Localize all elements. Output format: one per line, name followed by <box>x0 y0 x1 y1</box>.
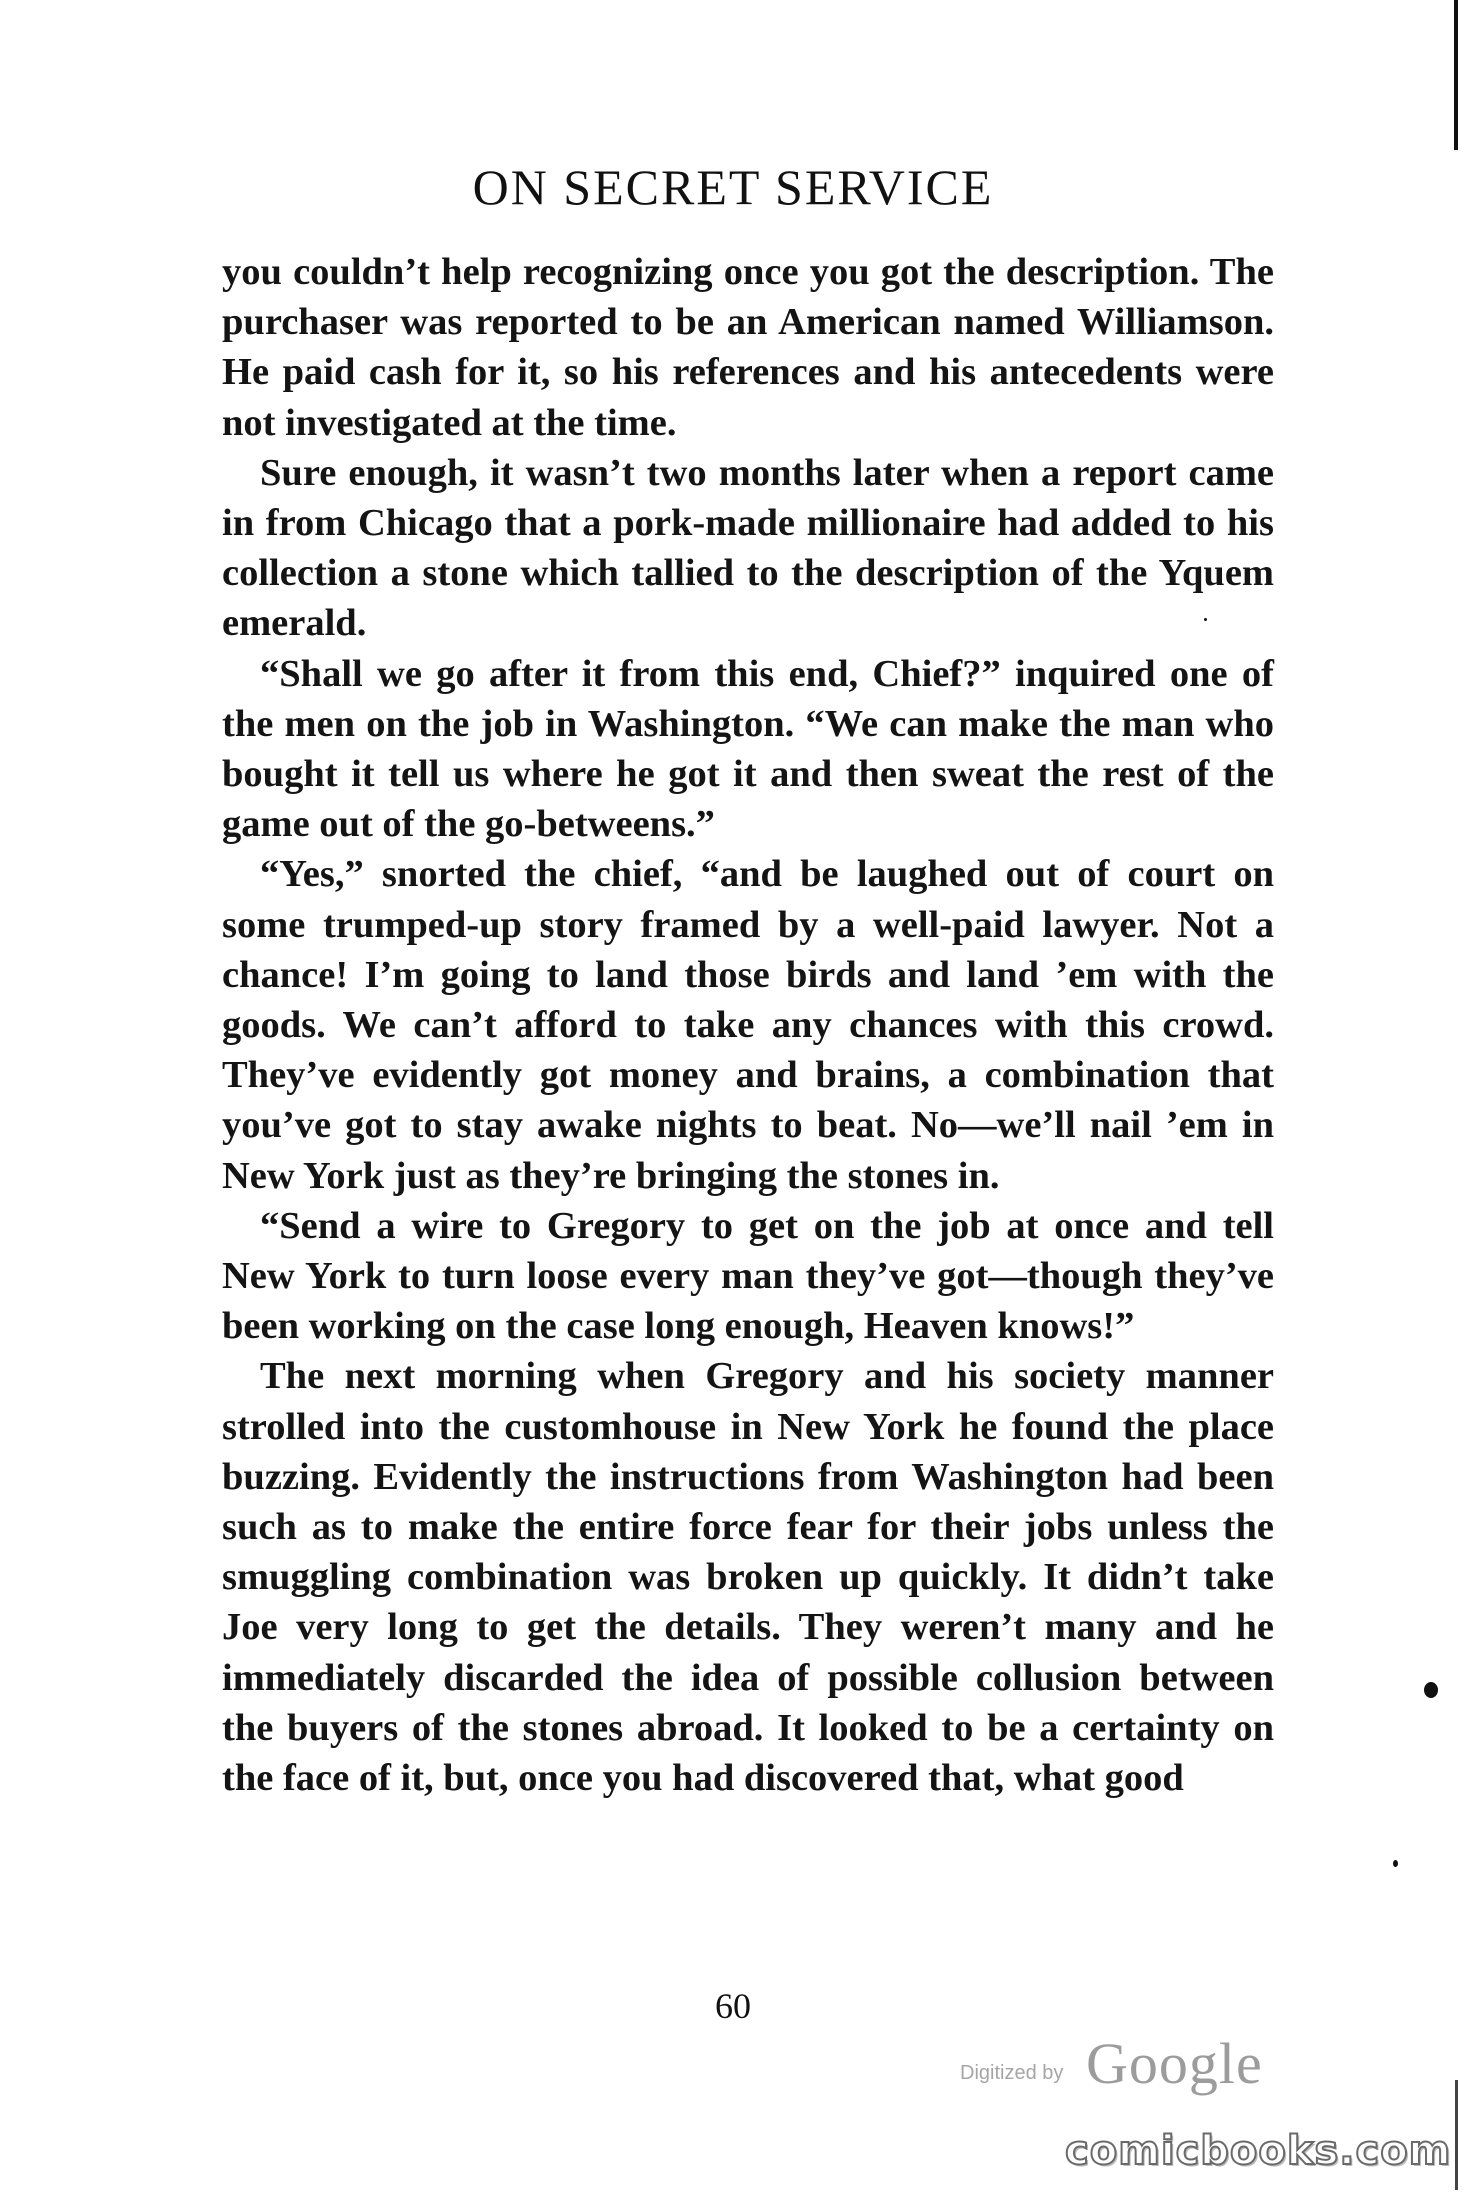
paragraph-2: Sure enough, it wasn’t two months later when a report came in from Chicago that a pork-made millionaire had added to his collection a stone which tallied to the description of the Yquem emerald. <box>222 451 1274 645</box>
paragraph-5: “Send a wire to Gregory to get on the job at once and tell New York to turn loose every man they’ve got—though they’ve been working on the case long enough, Heaven knows!” <box>222 1204 1274 1348</box>
page-edge-line <box>1454 0 1458 150</box>
running-head: ON SECRET SERVICE <box>472 159 994 215</box>
digitized-by-label: Digitized by <box>960 2062 1064 2084</box>
google-wordmark: Google <box>1086 2031 1263 2096</box>
paragraph-6: The next morning when Gregory and his society manner strolled into the customhouse in New York he found the place buzzing. Evidently the instructions from Washington had been such as to make the entire force fear for their jobs unless the smuggling combination was broken up quickly. It didn’t take Joe very long to get the details. They weren’t many and he immediately discarded the idea of possible collusion between the buyers of the stones abroad. It looked to be a certainty on the face of it, but, once you had discovered that, what good <box>222 1355 1274 1800</box>
comicbooks-watermark: comicbooks.com <box>1065 2128 1452 2174</box>
digitized-by-google-mark <box>950 2030 1270 2096</box>
scan-speck <box>1424 1682 1438 1698</box>
paragraph-1: you couldn’t help recognizing once you got the description. The purchaser was reported to be an American named Williamson. He paid cash for it, so his references and his antecedents were not investigated at the time. <box>222 251 1274 444</box>
page-edge-line-lower <box>1455 2080 1458 2190</box>
body-text <box>222 247 1274 1803</box>
scan-speck-small <box>1393 1860 1398 1867</box>
paragraph-4: “Yes,” snorted the chief, “and be laughed out of court on some trumped-up story framed by a well-paid lawyer. Not a chance! I’m going to land those birds and land ’em with the goods. We can’t afford to take any chances with this crowd. They’ve evidently got money and brains, a combination that you’ve got to stay awake nights to beat. No—we’ll nail ’em in New York just as they’re bringing the stones in. <box>222 853 1274 1197</box>
page-number: 60 <box>715 1986 751 2026</box>
scan-speck-tiny <box>1204 618 1207 621</box>
paragraph-3: “Shall we go after it from this end, Chief?” inquired one of the men on the job in Washington. “We can make the man who bought it tell us where he got it and then sweat the rest of the game out of the go-betweens.” <box>222 652 1274 846</box>
